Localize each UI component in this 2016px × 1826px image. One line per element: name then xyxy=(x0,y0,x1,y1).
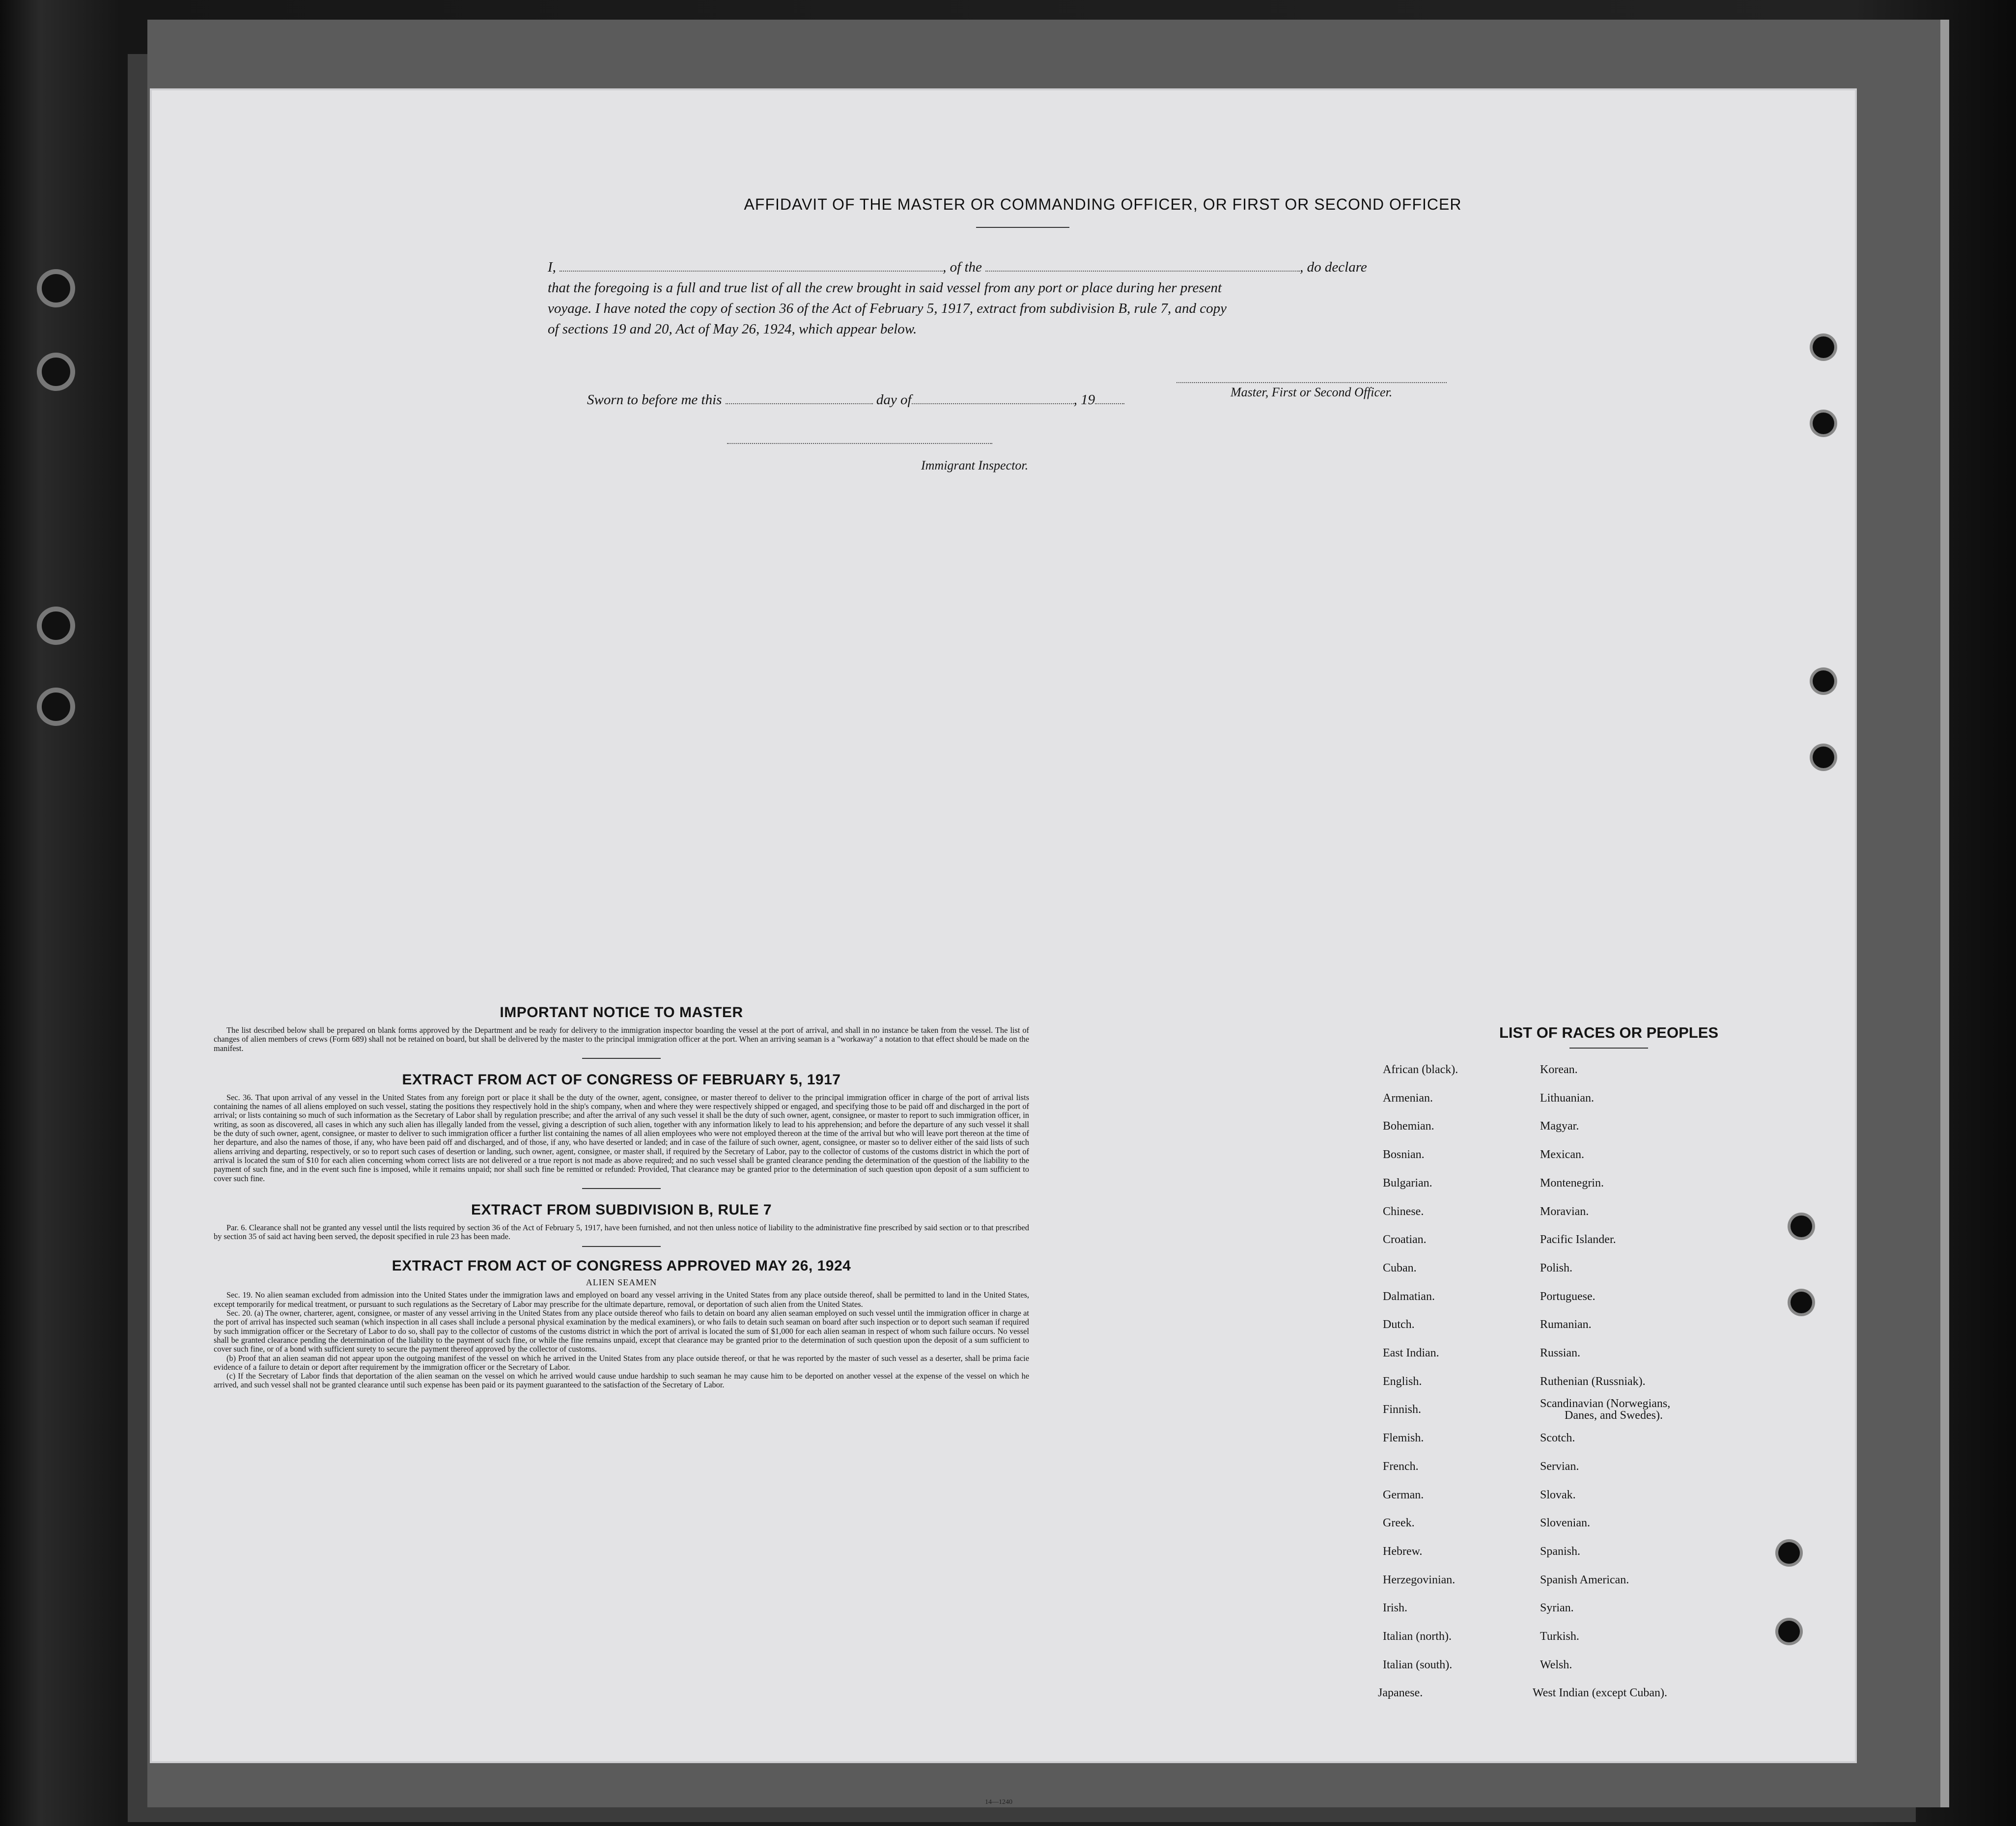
races-rule xyxy=(1569,1048,1648,1049)
punch-hole xyxy=(1813,413,1834,434)
race-item-right: Portuguese. xyxy=(1540,1290,1596,1303)
race-item-right: Ruthenian (Russniak). xyxy=(1540,1375,1646,1388)
race-item-left: Croatian. xyxy=(1383,1233,1427,1246)
extract3-subtitle: ALIEN SEAMEN xyxy=(586,1277,657,1288)
binder-hole xyxy=(37,607,75,645)
race-item-right: Scandinavian (Norwegians, xyxy=(1540,1397,1671,1411)
affidavit-i: I, xyxy=(548,259,556,275)
race-item-right: Russian. xyxy=(1540,1347,1581,1359)
inspector-signature-line[interactable] xyxy=(727,443,992,444)
name-blank[interactable] xyxy=(560,263,943,272)
extract3-sec20b: (b) Proof that an alien seaman did not appear upon the outgoing manifest of the vessel on which he arrived in the United States from any place outside thereof, or that he was reported by the master of such vessel as a deserter, shall be prima facie evidence of a failure to detain or deport after requirement by the immigration officer or the Secretary of Labor. xyxy=(214,1353,1029,1372)
race-item-right: Korean. xyxy=(1540,1063,1578,1076)
extract2-block xyxy=(214,1223,1029,1242)
race-item-right: Montenegrin. xyxy=(1540,1176,1604,1190)
race-item-right: Scotch. xyxy=(1540,1432,1575,1445)
extract3-sec20a: Sec. 20. (a) The owner, charterer, agent, consignee, or master of any vessel arriving in the United States from any place outside thereof who fails to detain on board any alien seaman employed on such vessel until the immigration officer in charge at the port of arrival has inspected such seaman (which inspection in all cases shall include a personal physical examination by the medical examiners), or who fails to detain such seaman on board after such inspection or to deport such seaman if required by such immigration officer or the Secretary of Labor to do so, shall pay to the collector of customs of the customs district in which the port of arrival is located the sum of $1,000 for each alien seaman in respect of whom such failure occurs. No vessel shall be granted clearance pending the determination of the liability to the payment of such fine, or while the fine remains unpaid, except that clearance may be granted prior to the determination of such question upon the deposit of a sum sufficient to cover such fine, or of a bond with sufficient surety to secure the payment thereof approved by the collector of customs. xyxy=(214,1308,1029,1354)
race-item-right: Slovak. xyxy=(1540,1488,1576,1501)
extract1-title: EXTRACT FROM ACT OF CONGRESS OF FEBRUARY 5, 1917 xyxy=(402,1071,841,1088)
race-item-left: Bohemian. xyxy=(1383,1120,1434,1133)
race-item-left: African (black). xyxy=(1383,1063,1458,1076)
form-number: 14—1240 xyxy=(985,1798,1012,1806)
race-item-left: Bulgarian. xyxy=(1383,1176,1432,1190)
punch-hole xyxy=(1813,670,1834,692)
title-rule xyxy=(976,227,1069,228)
race-item-left: English. xyxy=(1383,1375,1422,1388)
sworn-day-blank[interactable] xyxy=(726,395,873,404)
extract2-text: Par. 6. Clearance shall not be granted any vessel until the lists required by section 36 of the Act of February 5, 1917, have been furnished, and not then unless notice of liability to the administrative fine prescribed by said section or to that prescribed by section 35 of said act having been served, the deposit specified in rule 23 has been made. xyxy=(214,1222,1029,1242)
extract3-sec19: Sec. 19. No alien seaman excluded from admission into the United States under the immigration laws and employed on board any vessel arriving in the United States from any place outside thereof, shall be permitted to land in the United States, except temporarily for medical treatment, or pursuant to such regulations as the Secretary of Labor may prescribe for the ultimate departure, removal, or deportation of such alien from the United States. xyxy=(214,1290,1029,1309)
document-page xyxy=(150,88,1857,1806)
extract3-block xyxy=(214,1291,1029,1389)
race-item-left: Greek. xyxy=(1383,1517,1415,1530)
affidavit-line-4: of sections 19 and 20, Act of May 26, 1924, which appear below. xyxy=(548,321,917,337)
race-item-right: Lithuanian. xyxy=(1540,1091,1594,1105)
sworn-year-blank[interactable] xyxy=(1095,395,1124,404)
extract3-sec20c: (c) If the Secretary of Labor finds that deportation of the alien seaman on the vessel on which he arrived would cause undue hardship to such seaman he may cause him to be deported on another vessel at the expense of the vessel on which he arrived, and such vessel shall not be granted clearance until such expense has been paid or its payment guaranteed to the satisfaction of the Secretary of Labor. xyxy=(214,1371,1029,1390)
year-text: , 19 xyxy=(1073,392,1095,408)
binder-hole xyxy=(37,688,75,726)
race-item-left: Italian (south). xyxy=(1383,1658,1453,1671)
race-item-left: Japanese. xyxy=(1378,1687,1423,1700)
extract1-text: Sec. 36. That upon arrival of any vessel in the United States from any foreign port or place it shall be the duty of the owner, agent, consignee, or master thereof to deliver to the principal immigration officer in charge of the port of arrival lists containing the names of all aliens employed on such vessel, stating the positions they respectively hold in the ship's company, when and where they were respectively shipped or engaged, and specifying those to be paid off and discharged in the port of arrival; or lists containing so much of such information as the Secretary of Labor shall by regulation prescribe; and after the arrival of any such vessel it shall be the duty of such owner, agent, consignee, or master to report to such immigration officer, in writing, as soon as discovered, all cases in which any such alien has illegally landed from the vessel, giving a description of such alien, together with any information likely to lead to his apprehension; and before the departure of any such vessel it shall be the duty of such owner, agent, consignee, or master to deliver to such immigration officer a further list containing the names of all alien employees who were not employed thereon at the time of the arrival but who will leave port thereon at the time of her departure, and also the names of those, if any, who have been paid off and discharged, and of those, if any, who have deserted or landed; and in case of the failure of such owner, agent, consignee, or master so to deliver either of the said lists of such aliens arriving and departing, respectively, or so to report such cases of desertion or landing, such owner, agent, consignee, or master shall, if required by the Secretary of Labor, pay to the collector of customs of the customs district in which the port of arrival is located the sum of $10 for each alien concerning whom correct lists are not delivered or a true report is not made as above required; and no such vessel shall be granted clearance pending the determination of the question of the liability to the payment of such fine, and in the event such fine is imposed, while it remains unpaid; nor shall such fine be remitted or refunded: Provided, That clearance may be granted prior to the determination of such question upon deposit of a sum sufficient to cover such fine. xyxy=(214,1092,1029,1183)
race-item-left: Cuban. xyxy=(1383,1261,1417,1274)
race-item-left: Hebrew. xyxy=(1383,1545,1423,1558)
sworn-text: Sworn to before me this xyxy=(587,392,722,408)
race-item-left: Irish. xyxy=(1383,1602,1407,1615)
sworn-line xyxy=(587,392,1275,408)
master-signature-line[interactable] xyxy=(1176,382,1447,383)
race-item-right: Rumanian. xyxy=(1540,1318,1592,1331)
race-item-right: Spanish. xyxy=(1540,1545,1581,1558)
races-section xyxy=(1378,1024,1830,1700)
race-item-left: Dalmatian. xyxy=(1383,1290,1435,1303)
section-rule xyxy=(582,1058,661,1059)
punch-hole xyxy=(1778,1621,1800,1642)
race-item-right: Polish. xyxy=(1540,1261,1573,1274)
declare-text: , do declare xyxy=(1300,259,1367,275)
race-item-left: Herzegovinian. xyxy=(1383,1573,1456,1586)
affidavit-line-1 xyxy=(548,259,1643,276)
race-item-right: Spanish American. xyxy=(1540,1573,1629,1586)
day-of-text: day of xyxy=(876,392,912,408)
extract1-block xyxy=(214,1093,1029,1183)
punch-hole xyxy=(1791,1216,1812,1237)
notice-text: The list described below shall be prepared on blank forms approved by the Department and be ready for delivery to the immigration inspector boarding the vessel at the port of arrival, and shall in no instance be taken from the vessel. The list of changes of alien members of crews (Form 689) shall not be retained on board, but shall be delivered by the master to the principal immigration officer at the port. When an arriving seaman is a "workaway" a notation to that effect should be made on the manifest. xyxy=(214,1025,1029,1053)
race-item-right: Moravian. xyxy=(1540,1205,1589,1218)
race-item-right-continuation: Danes, and Swedes). xyxy=(1565,1409,1663,1422)
affidavit-title: AFFIDAVIT OF THE MASTER OR COMMANDING OFFICER, OR FIRST OR SECOND OFFICER xyxy=(744,195,1462,213)
race-item-right: Syrian. xyxy=(1540,1602,1574,1615)
race-item-right: Turkish. xyxy=(1540,1630,1579,1643)
binder-hole xyxy=(37,269,75,307)
section-rule xyxy=(582,1246,661,1247)
race-item-left: Armenian. xyxy=(1383,1091,1433,1105)
extract3-title: EXTRACT FROM ACT OF CONGRESS APPROVED MAY 26, 1924 xyxy=(392,1258,851,1274)
notice-text-block xyxy=(214,1026,1029,1053)
race-item-left: Finnish. xyxy=(1383,1403,1422,1416)
race-item-left: Bosnian. xyxy=(1383,1148,1425,1162)
race-item-left: Dutch. xyxy=(1383,1318,1415,1331)
of-the-text: , of the xyxy=(943,259,982,275)
race-item-left: Italian (north). xyxy=(1383,1630,1452,1643)
race-item-right: Slovenian. xyxy=(1540,1517,1590,1530)
binder-hole xyxy=(37,353,75,391)
inspector-label: Immigrant Inspector. xyxy=(921,458,1029,472)
race-item-right: West Indian (except Cuban). xyxy=(1533,1687,1667,1700)
sworn-month-blank[interactable] xyxy=(912,395,1074,404)
vessel-blank[interactable] xyxy=(985,263,1300,272)
race-item-right: Servian. xyxy=(1540,1460,1579,1473)
affidavit-line-2: that the foregoing is a full and true list of all the crew brought in said vessel from any port or place during her present xyxy=(548,280,1222,296)
race-item-right: Magyar. xyxy=(1540,1120,1579,1133)
race-item-right: Mexican. xyxy=(1540,1148,1584,1162)
race-item-right: Pacific Islander. xyxy=(1540,1233,1616,1246)
notice-section xyxy=(214,1004,1029,1390)
race-item-left: German. xyxy=(1383,1488,1424,1501)
race-item-left: French. xyxy=(1383,1460,1419,1473)
punch-hole xyxy=(1813,336,1834,358)
race-item-left: Flemish. xyxy=(1383,1432,1424,1445)
race-item-left: Chinese. xyxy=(1383,1205,1424,1218)
punch-hole xyxy=(1813,747,1834,768)
punch-hole xyxy=(1791,1292,1812,1313)
extract2-title: EXTRACT FROM SUBDIVISION B, RULE 7 xyxy=(471,1201,772,1218)
punch-hole xyxy=(1778,1542,1800,1564)
race-item-left: East Indian. xyxy=(1383,1347,1439,1359)
section-rule xyxy=(582,1188,661,1189)
affidavit-line-3: voyage. I have noted the copy of section 36 of the Act of February 5, 1917, extract from subdivision B, rule 7, and copy xyxy=(548,301,1227,316)
races-title: LIST OF RACES OR PEOPLES xyxy=(1499,1024,1719,1041)
master-label: Master, First or Second Officer. xyxy=(1231,385,1393,399)
race-item-right: Welsh. xyxy=(1540,1658,1572,1671)
notice-title: IMPORTANT NOTICE TO MASTER xyxy=(500,1004,743,1021)
